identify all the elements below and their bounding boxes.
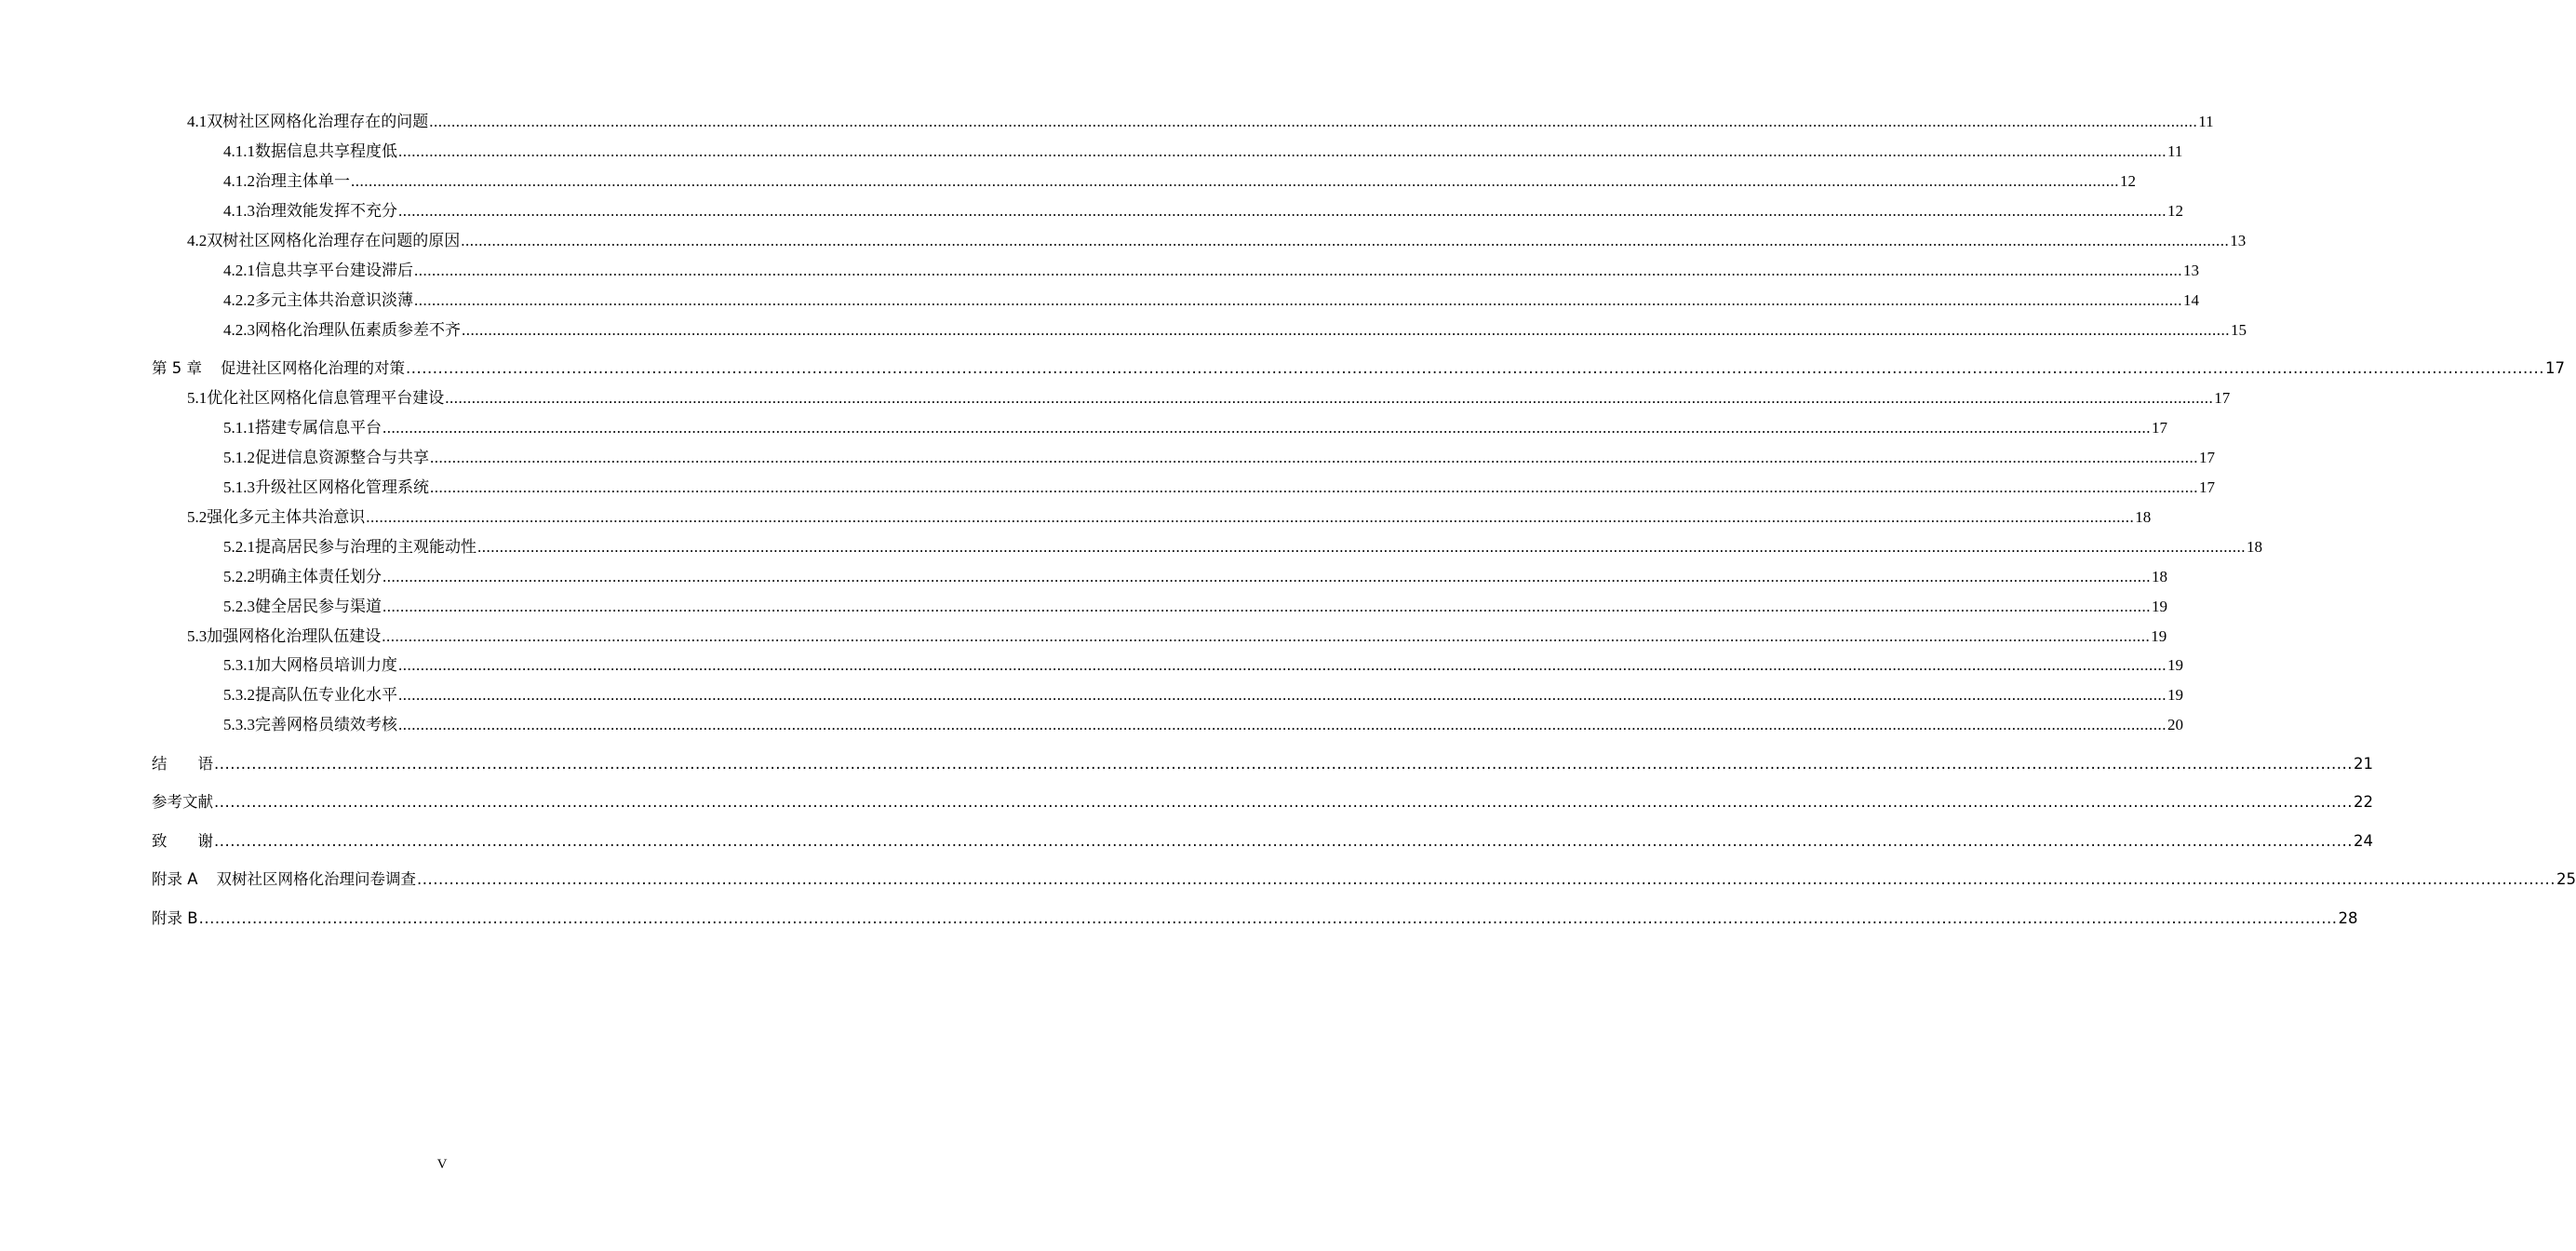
toc-dot-leader: ................................................................................................................................................................................................................................................................................................................................................................................................................ <box>398 202 2167 220</box>
toc-entry[interactable] <box>152 355 2565 383</box>
toc-dot-leader: ................................................................................................................................................................................................................................................................................................................................................................................................................ <box>351 172 2119 190</box>
toc-entry-page: 18 <box>2135 508 2152 526</box>
toc-entry-number: 4.2 <box>187 232 208 249</box>
toc-entry-title: 完善网格员绩效考核 <box>255 716 397 733</box>
toc-entry[interactable] <box>152 788 2373 816</box>
toc-entry[interactable] <box>152 750 2373 778</box>
toc-entry-page: 21 <box>2353 755 2373 773</box>
toc-entry-number: 4.1.2 <box>223 172 255 190</box>
toc-entry-number: 5.1.2 <box>223 449 255 466</box>
toc-entry[interactable] <box>152 681 2183 709</box>
toc-entry-number: 5.1.3 <box>223 478 255 496</box>
toc-entry-title: 加大网格员培训力度 <box>255 656 397 674</box>
toc-entry[interactable] <box>152 474 2215 502</box>
toc-entry-title: 参考文献 <box>152 793 213 811</box>
toc-entry-page: 17 <box>2199 449 2215 466</box>
toc-entry[interactable] <box>152 316 2247 344</box>
toc-entry-page: 14 <box>2183 291 2199 309</box>
toc-entry-page: 19 <box>2167 656 2183 674</box>
toc-entry-number: 4.2.1 <box>223 262 255 279</box>
toc-entry[interactable] <box>152 414 2167 442</box>
toc-entry[interactable] <box>152 138 2183 166</box>
toc-entry-title: 致 谢 <box>152 832 213 850</box>
toc-entry[interactable] <box>152 563 2167 591</box>
toc-entry-title: 搭建专属信息平台 <box>255 419 382 437</box>
toc-entry-number: 5.2 <box>187 508 208 526</box>
toc-entry[interactable] <box>152 108 2214 136</box>
toc-entry-title: 优化社区网格化信息管理平台建设 <box>207 389 445 407</box>
toc-entry-title: 治理效能发挥不充分 <box>255 202 397 220</box>
toc-entry[interactable] <box>152 504 2152 531</box>
toc-entry-title: 附录 B <box>152 909 198 927</box>
toc-entry-number: 5.3.2 <box>223 686 255 704</box>
toc-entry-page: 11 <box>2167 142 2183 160</box>
toc-entry[interactable] <box>152 623 2167 651</box>
toc-entry-page: 12 <box>2167 202 2183 220</box>
toc-dot-leader: ................................................................................................................................................................................................................................................................................................................................................................................................................ <box>214 755 2353 773</box>
toc-entry[interactable] <box>152 905 2358 933</box>
toc-entry-page: 13 <box>2230 232 2247 249</box>
toc-entry-title: 多元主体共治意识淡薄 <box>255 291 413 309</box>
toc-entry[interactable] <box>152 827 2373 855</box>
toc-entry-page: 12 <box>2120 172 2136 190</box>
toc-dot-leader: ................................................................................................................................................................................................................................................................................................................................................................................................................ <box>398 142 2167 160</box>
toc-entry-title: 网格化治理队伍素质参差不齐 <box>255 321 461 339</box>
toc-entry-title: 加强网格化治理队伍建设 <box>207 627 382 645</box>
toc-entry-number: 4.2.3 <box>223 321 255 339</box>
toc-entry-title: 结 语 <box>152 755 213 773</box>
toc-entry-number: 第 5 章 <box>152 359 202 377</box>
toc-entry[interactable] <box>152 197 2183 225</box>
toc-entry-title: 促进社区网格化治理的对策 <box>221 359 405 377</box>
toc-entry[interactable] <box>152 866 2576 894</box>
toc-entry-page: 20 <box>2167 716 2183 733</box>
toc-entry-page: 19 <box>2151 627 2167 645</box>
toc-dot-leader: ................................................................................................................................................................................................................................................................................................................................................................................................................ <box>430 478 2198 496</box>
toc-entry-page: 17 <box>2152 419 2167 437</box>
toc-entry-title: 数据信息共享程度低 <box>255 142 397 160</box>
toc-entry-page: 19 <box>2152 598 2167 615</box>
toc-entry-number: 4.2.2 <box>223 291 255 309</box>
toc-entry[interactable] <box>152 257 2199 285</box>
toc-dot-leader: ................................................................................................................................................................................................................................................................................................................................................................................................................ <box>462 321 2230 339</box>
toc-entry-page: 25 <box>2556 870 2576 888</box>
toc-entry[interactable] <box>152 593 2167 621</box>
toc-dot-leader: ................................................................................................................................................................................................................................................................................................................................................................................................................ <box>445 389 2214 407</box>
toc-entry-title: 促进信息资源整合与共享 <box>255 449 429 466</box>
toc-dot-leader: ................................................................................................................................................................................................................................................................................................................................................................................................................ <box>461 232 2230 249</box>
toc-entry-page: 19 <box>2167 686 2183 704</box>
toc-dot-leader: ................................................................................................................................................................................................................................................................................................................................................................................................................ <box>417 870 2556 888</box>
toc-entry-title: 健全居民参与渠道 <box>255 598 382 615</box>
toc-entry-page: 13 <box>2183 262 2199 279</box>
toc-entry-title: 双树社区网格化治理问卷调查 <box>216 870 417 888</box>
toc-dot-leader: ................................................................................................................................................................................................................................................................................................................................................................................................................ <box>430 449 2198 466</box>
toc-dot-leader: ................................................................................................................................................................................................................................................................................................................................................................................................................ <box>198 909 2338 927</box>
toc-entry-title: 双树社区网格化治理存在问题的原因 <box>207 232 461 249</box>
toc-entry-title: 双树社区网格化治理存在的问题 <box>207 113 429 130</box>
toc-dot-leader: ................................................................................................................................................................................................................................................................................................................................................................................................................ <box>382 598 2151 615</box>
toc-entry-number: 5.1.1 <box>223 419 255 437</box>
toc-entry-page: 17 <box>2544 359 2565 377</box>
toc-entry-number: 5.1 <box>187 389 208 407</box>
toc-entry[interactable] <box>152 533 2262 561</box>
toc-entry-number: 5.3 <box>187 627 208 645</box>
toc-entry-number: 5.3.1 <box>223 656 255 674</box>
toc-dot-leader: ................................................................................................................................................................................................................................................................................................................................................................................................................ <box>406 359 2544 377</box>
toc-dot-leader: ................................................................................................................................................................................................................................................................................................................................................................................................................ <box>398 716 2167 733</box>
toc-entry-page: 28 <box>2338 909 2358 927</box>
toc-entry-number: 5.2.1 <box>223 538 255 556</box>
toc-entry[interactable] <box>152 652 2183 679</box>
toc-entry-page: 18 <box>2247 538 2262 556</box>
toc-dot-leader: ................................................................................................................................................................................................................................................................................................................................................................................................................ <box>366 508 2135 526</box>
toc-entry[interactable] <box>152 227 2247 255</box>
toc-entry-title: 信息共享平台建设滞后 <box>255 262 413 279</box>
toc-dot-leader: ................................................................................................................................................................................................................................................................................................................................................................................................................ <box>477 538 2246 556</box>
toc-dot-leader: ................................................................................................................................................................................................................................................................................................................................................................................................................ <box>398 656 2167 674</box>
toc-entry-title: 提高居民参与治理的主观能动性 <box>255 538 476 556</box>
toc-entry-title: 治理主体单一 <box>255 172 350 190</box>
toc-entry-page: 17 <box>2214 389 2231 407</box>
toc-dot-leader: ................................................................................................................................................................................................................................................................................................................................................................................................................ <box>214 793 2353 811</box>
toc-dot-leader: ................................................................................................................................................................................................................................................................................................................................................................................................................ <box>382 568 2151 585</box>
toc-entry-number: 5.3.3 <box>223 716 255 733</box>
toc-entry-page: 18 <box>2152 568 2167 585</box>
toc-dot-leader: ................................................................................................................................................................................................................................................................................................................................................................................................................ <box>398 686 2167 704</box>
toc-dot-leader: ................................................................................................................................................................................................................................................................................................................................................................................................................ <box>382 419 2151 437</box>
toc-entry-title: 提高队伍专业化水平 <box>255 686 397 704</box>
toc-entry-number: 4.1.3 <box>223 202 255 220</box>
toc-entry[interactable] <box>152 168 2136 195</box>
toc-entry-number: 5.2.2 <box>223 568 255 585</box>
toc-dot-leader: ................................................................................................................................................................................................................................................................................................................................................................................................................ <box>414 262 2182 279</box>
toc-entry-number: 4.1.1 <box>223 142 255 160</box>
toc-dot-leader: ................................................................................................................................................................................................................................................................................................................................................................................................................ <box>382 627 2151 645</box>
toc-entry[interactable] <box>152 287 2199 315</box>
toc-entry[interactable] <box>152 384 2231 412</box>
toc-entry-page: 15 <box>2231 321 2247 339</box>
toc-entry-number: 5.2.3 <box>223 598 255 615</box>
toc-dot-leader: ................................................................................................................................................................................................................................................................................................................................................................................................................ <box>429 113 2198 130</box>
toc-dot-leader: ................................................................................................................................................................................................................................................................................................................................................................................................................ <box>214 832 2353 850</box>
toc-entry-page: 22 <box>2353 793 2373 811</box>
page-number: V <box>436 1157 448 1172</box>
toc-entry-page: 24 <box>2353 832 2373 850</box>
toc-entry[interactable] <box>152 444 2215 472</box>
toc-entry-number: 4.1 <box>187 113 208 130</box>
toc-dot-leader: ................................................................................................................................................................................................................................................................................................................................................................................................................ <box>414 291 2182 309</box>
toc-entry-title: 升级社区网格化管理系统 <box>255 478 429 496</box>
toc-entry[interactable] <box>152 711 2183 739</box>
toc-entry-page: 11 <box>2198 113 2214 130</box>
toc-entry-page: 17 <box>2199 478 2215 496</box>
toc-entry-title: 明确主体责任划分 <box>255 568 382 585</box>
toc-entry-number: 附录 A <box>152 870 198 888</box>
toc-entry-title: 强化多元主体共治意识 <box>207 508 366 526</box>
